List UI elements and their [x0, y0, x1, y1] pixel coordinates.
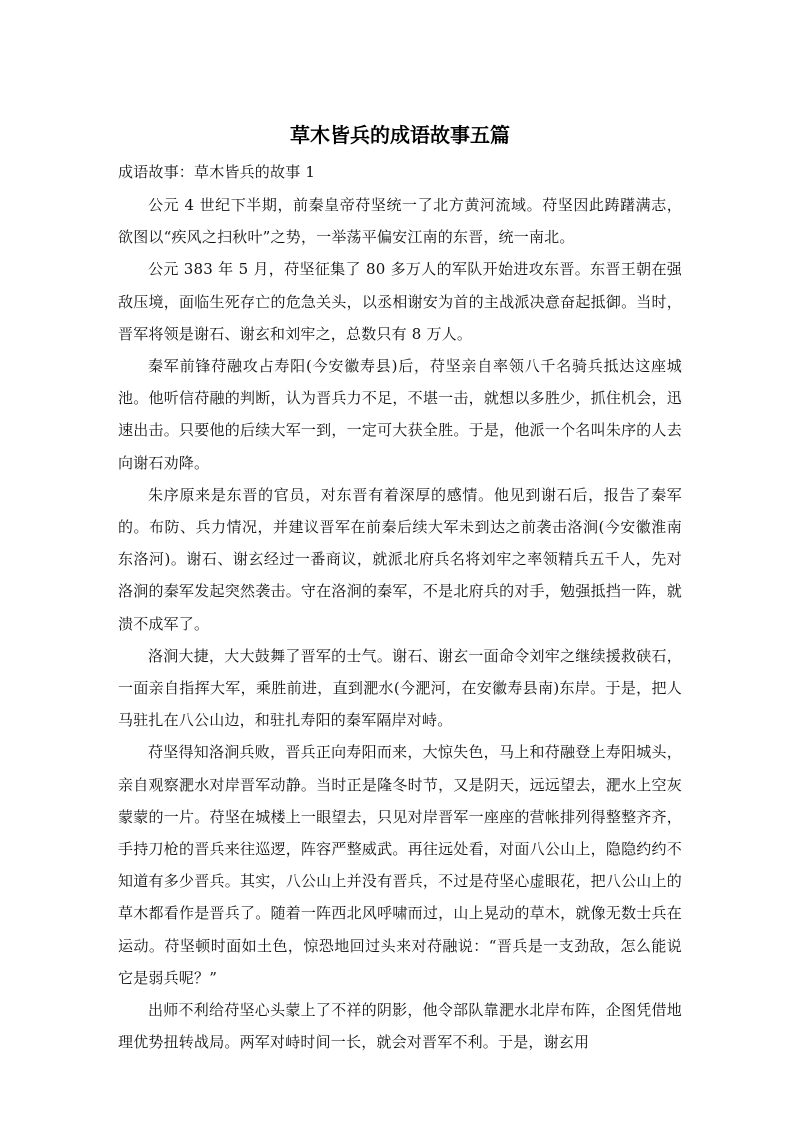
paragraph-7: 出师不利给苻坚心头蒙上了不祥的阴影，他令部队靠淝水北岸布阵，企图凭借地理优势扭转战局。两军对峙时间一长，就会对晋军不利。于是，谢玄用 — [118, 1001, 682, 1052]
paragraph-1: 公元 4 世纪下半期，前秦皇帝苻坚统一了北方黄河流域。苻坚因此踌躇满志，欲图以“疾风之扫秋叶”之势，一举荡平偏安江南的东晋，统一南北。 — [118, 196, 682, 247]
paragraph-6: 苻坚得知洛涧兵败，晋兵正向寿阳而来，大惊失色，马上和苻融登上寿阳城头，亲自观察淝水对岸晋军动静。当时正是隆冬时节，又是阴天，远远望去，淝水上空灰蒙蒙的一片。苻坚在城楼上一眼望去，只见对岸晋军一座座的营帐排列得整整齐齐，手持刀枪的晋兵来往巡逻，阵容严整威武。再往远处看，对面八公山上，隐隐约约不知道有多少晋兵。其实，八公山上并没有晋兵，不过是苻坚心虚眼花，把八公山上的草木都看作是晋兵了。随着一阵西北风呼啸而过，山上晃动的草木，就像无数士兵在运动。苻坚顿时面如土色，惊恐地回过头来对苻融说：“晋兵是一支劲敌，怎么能说它是弱兵呢？” — [118, 743, 682, 987]
paragraph-2: 公元 383 年 5 月，苻坚征集了 80 多万人的军队开始进攻东晋。东晋王朝在强敌压境，面临生死存亡的危急关头，以丞相谢安为首的主战派决意奋起抵御。当时，晋军将领是谢石、谢玄和刘牢之，总数只有 8 万人。 — [118, 260, 682, 343]
document-body — [118, 156, 682, 1058]
section-subtitle: 成语故事：草木皆兵的故事 1 — [118, 163, 316, 181]
paragraph-4: 朱序原来是东晋的官员，对东晋有着深厚的感情。他见到谢石后，报告了秦军的。布防、兵力情况，并建议晋军在前秦后续大军未到达之前袭击洛涧(今安徽淮南东洛河)。谢石、谢玄经过一番商议，就派北府兵名将刘牢之率领精兵五千人，先对洛涧的秦军发起突然袭击。守在洛涧的秦军，不是北府兵的对手，勉强抵挡一阵，就溃不成军了。 — [118, 485, 682, 633]
paragraph-5: 洛涧大捷，大大鼓舞了晋军的士气。谢石、谢玄一面命令刘牢之继续援救硖石，一面亲自指挥大军，乘胜前进，直到淝水(今淝河，在安徽寿县南)东岸。于是，把人马驻扎在八公山边，和驻扎寿阳的秦军隔岸对峙。 — [118, 646, 682, 730]
document-title: 草木皆兵的成语故事五篇 — [290, 123, 510, 147]
paragraph-3: 秦军前锋苻融攻占寿阳(今安徽寿县)后，苻坚亲自率领八千名骑兵抵达这座城池。他听信苻融的判断，认为晋兵力不足，不堪一击，就想以多胜少，抓住机会，迅速出击。只要他的后续大军一到，一定可大获全胜。于是，他派一个名叫朱序的人去向谢石劝降。 — [118, 357, 682, 472]
